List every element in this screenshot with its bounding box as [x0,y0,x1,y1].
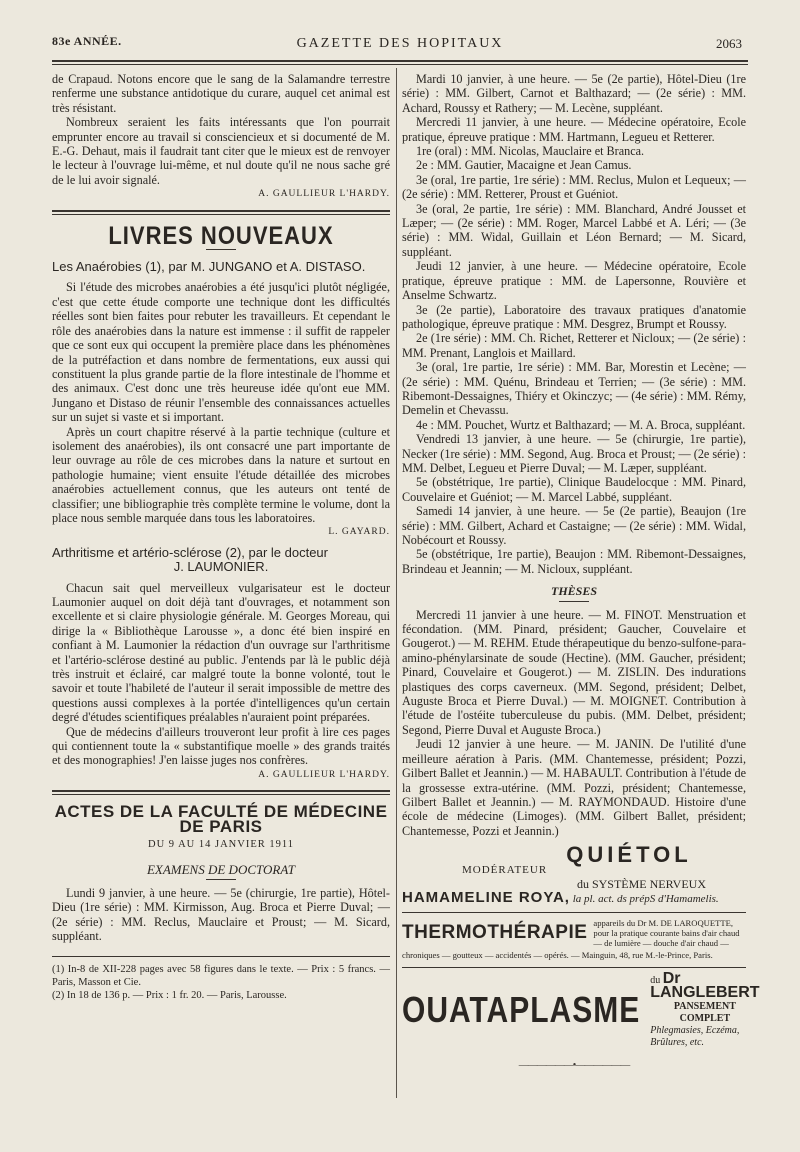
ad-thermo-line: chroniques — goutteux — accidentés — opérés. — Mainguin, 48, rue M.-le-Prince, Paris. [402,949,713,960]
exam-wed-2: 2e : MM. Gautier, Macaigne et Jean Camus. [416,158,632,173]
exam-wed-3a: 3e (oral, 1re partie, 1re série) : MM. Reclus, Mulon et Lequeux; — (2e série) : MM. Retterer, Proust et Guéniot. [402,172,746,202]
exam-saturday: Samedi 14 janvier, à une heure. — 5e (2e partie), Beaujon (1re série) : MM. Gilbert, Achard et Castaigne; — (2e série) : MM. Widal, Nobécourt et Roussy. [402,504,746,547]
acts-rule [52,790,390,795]
book-1-paragraph-2: Après un court chapitre réservé à la partie technique (culture et isolement des anaérobies), ils ont consacré une part importante de leur ouvrage au rôle de ces microbes dans la nature et surtout en pathologie humaine; vient ensuite l'étude détaillée des microbes anaérobies actuellement connus, que les auteurs ont tenté de classifier; une bibliographie très complète termine le volume, dont la place nous semble marquée dans tous les laboratoires. [52,424,390,525]
right-column [402,72,760,1074]
theses-wednesday: Mercredi 11 janvier à une heure. — M. FINOT. Menstruation et fécondation. (MM. Pinard, président; Gaucher, Couvelaire et Gougerot.) — M. REHM. Etude thérapeutique du benzo-sulfone-para-amino-phénylarsinate de soude (Hectine). (MM. Gaucher, président; Pinard, Couvelaire et Gougerot.) — M. ZISLIN. Des indurations plastiques des corps caverneux. (MM. Segond, président; Delbet, Auguste Broca et Pierre Duval.) — M. MOIGNET. Contribution à l'étude de l'ostéite tuberculeuse du pubis. (MM. Delbet, président; Segond, Pierre Duval et Auguste Broca.) [402,607,746,737]
journal-title: GAZETTE DES HOPITAUX [296,36,504,51]
ad-thermo-name: THERMOTHÉRAPIE [402,921,588,943]
advertisements [402,842,760,1073]
ad-thermo-desc: appareils du Dr M. DE LAROQUETTE, pour la pratique courante bains d'air chaud — de lumière — douche d'air chaud — [593,917,740,948]
book-2-title [52,546,390,575]
ad-ouata-brand: Dr LANGLEBERT [650,970,760,1002]
theses-rule [559,601,589,602]
theses-thursday: Jeudi 12 janvier à une heure. — M. JANIN. De l'utilité d'une meilleure aération à Paris. (MM. Chantemesse, président; Pozzi, Gilbert Ballet et Jeannin.) — M. HABAULT. Contribution à l'étude de la grossesse extra-utérine. (MM. Pozzi, président; Chantemesse, Gilbert Ballet et Jeannin.) — M. RAYMONDAUD. Histoire d'une école de médecine (Limoges). (MM. Gilbert Ballet, président; Chantemesse, Pozzi et Jeannin.) [402,737,746,838]
ad-hamameline-name: HAMAMELINE ROYA, [402,889,570,907]
exam-tuesday: Mardi 10 janvier, à une heure. — 5e (2e partie), Hôtel-Dieu (1re série) : MM. Gilbert, Carnot et Balthazard; — (2e série) : MM. Achard, Roussy et Rathery; — M. Lecène, suppléant. [402,72,746,115]
ad-ouata-name: OUATAPLASME [402,990,641,1031]
book-2-title-author: J. LAUMONIER. [173,559,269,575]
exam-thu-3: 3e (2e partie), Laboratoire des travaux pratiques d'anatomie pathologique, épreuve pratique : MM. Desgrez, Brumpt et Roussy. [402,302,746,331]
column-divider [396,68,397,1098]
ad-moderateur: MODÉRATEUR [462,863,548,876]
book-1-title: Les Anaérobies (1), par M. JUNGANO et A. DISTASO. [52,259,366,275]
exam-monday: Lundi 9 janvier, à une heure. — 5e (chirurgie, 1re partie), Hôtel-Dieu (1re série) : MM. Kirmisson, Aug. Broca et Pierre Duval; — (2e série) : MM. Reclus, Mauclaire et Proust; — M. Sicard, suppléant. [52,885,390,944]
ad-systeme: du SYSTÈME NERVEUX [576,876,706,891]
exam-friday: Vendredi 13 janvier, à une heure. — 5e (chirurgie, 1re partie), Necker (1re série) : MM. Segond, Aug. Broca et Proust; — (2e série) : MM. Delbet, Legueu et Pierre Duval; — M. Læper, suppléant. [402,432,746,475]
ad-hamameline-sub: la pl. act. ds prépS d'Hamamelis. [572,893,719,906]
section-title: LIVRES NOUVEAUX [108,220,334,250]
book-2-title-line-1: Arthritisme et artério-sclérose (2), par le docteur [52,544,328,560]
ad-rule-1 [402,912,746,913]
book-2-signature: A. GAULLIEUR L'HARDY. [258,769,390,780]
exam-thu-4: 4e : MM. Pouchet, Wurtz et Balthazard; — M. A. Broca, suppléant. [416,417,746,432]
exam-thu-3-oral: 3e (oral, 1re partie, 1re série) : MM. Bar, Morestin et Lecène; — (2e série) : MM. Quénu, Brindeau et Terrien; — (3e série) : MM. Ribemont-Dessaignes, Thiéry et Okinczyc; — (4e série) : MM. Rémy, Demelin et Chevassu. [402,360,746,418]
exam-wed-1: 1re (oral) : MM. Nicolas, Mauclaire et Branca. [416,144,645,159]
page-number: 2063 [716,36,742,51]
ad-thermo [402,918,746,948]
footnote-1: (1) In-8 de XII-228 pages avec 58 figures dans le texte. — Prix : 5 francs. — Paris, Masson et Cie. [52,963,390,988]
acts-dates: DU 9 AU 14 JANVIER 1911 [148,839,294,851]
book-1-signature: L. GAYARD. [328,527,390,538]
footnote-2: (2) In 18 de 136 p. — Prix : 1 fr. 20. — Paris, Larousse. [52,989,287,1001]
ad-hamameline [402,891,746,906]
ad-ouata-uses: Phlegmasies, Eczéma, Brûlures, etc. [650,1025,740,1049]
intro-paragraph-2: Nombreux seraient les faits intéressants que l'on pourrait emprunter encore au travail si consciencieux et si documenté de M. E.-G. Dehaut, mais il faudrait tant citer que le mieux est de renvoyer le lecteur à l'ouvrage lui-même, et nul doute qu'il ne nous sache gré de le lui avoir signalé. [52,115,390,187]
exam-wed-3b: 3e (oral, 2e partie, 1re série) : MM. Blanchard, André Jousset et Læper; — (2e série) : MM. Roger, Marcel Labbé et A. Léri; — (3e série) : MM. Widal, Guillain et Léon Bernard; — M. Sicard, suppléant. [402,201,746,259]
section-rule [52,210,390,215]
header-rule [52,60,748,65]
exam-wednesday: Mercredi 11 janvier, à une heure. — Médecine opératoire, Ecole pratique, épreuve pratique : MM. Hartmann, Legueu et Retterer. [402,115,746,144]
exam-rule [206,879,236,880]
book-2-paragraph-2: Que de médecins d'ailleurs trouveront leur profit à lire ces pages qui contiennent toute la « substantifique moelle » des grands traités et des monographies! J'en laisse juges nos confrères. [52,724,390,768]
book-1-paragraph-1: Si l'étude des microbes anaérobies a été jusqu'ici plutôt négligée, c'est que cette étude comporte une technique dont les difficultés réelles sont bien faites pour rebuter les travailleurs. Et cependant le rôle des anaérobies dans la nature est immense : il suffit de rappeler que ce sont eux qui occupent la première place dans les phénomènes de la putréfaction et dans nombre de fermentations, eux aussi qui constituent la plus grande partie de la flore intestinale de l'homme et des animaux. C'est donc une très heureuse idée qu'ont eue MM. Jungano et Distaso de réunir l'ensemble des connaissances actuelles sur un sujet si vaste et si important. [52,280,390,425]
acts-title: ACTES DE LA FACULTÉ DE MÉDECINE DE PARIS [54,802,388,836]
book-2-paragraph-1: Chacun sait quel merveilleux vulgarisateur est le docteur Laumonier auquel on doit déjà tant d'ouvrages, et notamment son excellente et si claire physiologie générale. M. Georges Moreau, qui dirige la « Bibliothèque Larousse », a donc été bien inspiré en confiant à M. Laumonier la rédaction d'un ouvrage sur l'arthritisme et l'artério-sclérose destiné au public. J'entends par là le public déjà très instruit et éclairé, car malgré toute la bonne volonté, tout le savoir et toute l'habileté de l'auteur il serait impossible de mettre des questions aussi complexes à la portée d'intelligences qu'un certain degré d'études scientifiques préalables n'auraient point préparées. [52,580,390,725]
theses-title: THÈSES [550,584,598,599]
ad-ouataplasme [402,970,760,1049]
intro-paragraph-1: de Crapaud. Notons encore que le sang de la Salamandre terrestre renferme une substance antidotique du curare, auquel cet animal est très résistant. [52,72,390,115]
footnote-rule [52,956,390,957]
ad-ouata-pansement: PANSEMENT COMPLET [673,1001,736,1025]
page-header [0,28,800,58]
ad-ouata-details [650,970,760,1049]
intro-signature: A. GAULLIEUR L'HARDY. [258,189,390,200]
exam-fri-obstetric: 5e (obstétrique, 1re partie), Clinique Baudelocque : MM. Pinard, Couvelaire et Guéniot; — M. Marcel Labbé, suppléant. [402,475,746,504]
year-label: 83e ANNÉE. [52,34,122,48]
exam-title: EXAMENS DE DOCTORAT [146,861,296,877]
exam-thursday: Jeudi 12 janvier, à une heure. — Médecine opératoire, Ecole pratique, épreuve pratique : MM. de Lapersonne, Rouvière et Anselme Schwartz. [402,259,746,303]
exam-thu-2: 2e (1re série) : MM. Ch. Richet, Retterer et Nicloux; — (2e série) : MM. Prenant, Langlois et Maillard. [402,331,746,360]
exam-sat-obstetric: 5e (obstétrique, 1re partie), Beaujon : MM. Ribemont-Dessaignes, Brindeau et Jeannin; — M. Nicloux, suppléant. [402,547,746,576]
ornament-divider: ——————•—————— [518,1060,630,1072]
left-column [52,72,390,1002]
ad-ouata-du: du [650,975,661,987]
ad-rule-2 [402,967,746,968]
ad-quietol: QUIÉTOL [566,842,692,868]
